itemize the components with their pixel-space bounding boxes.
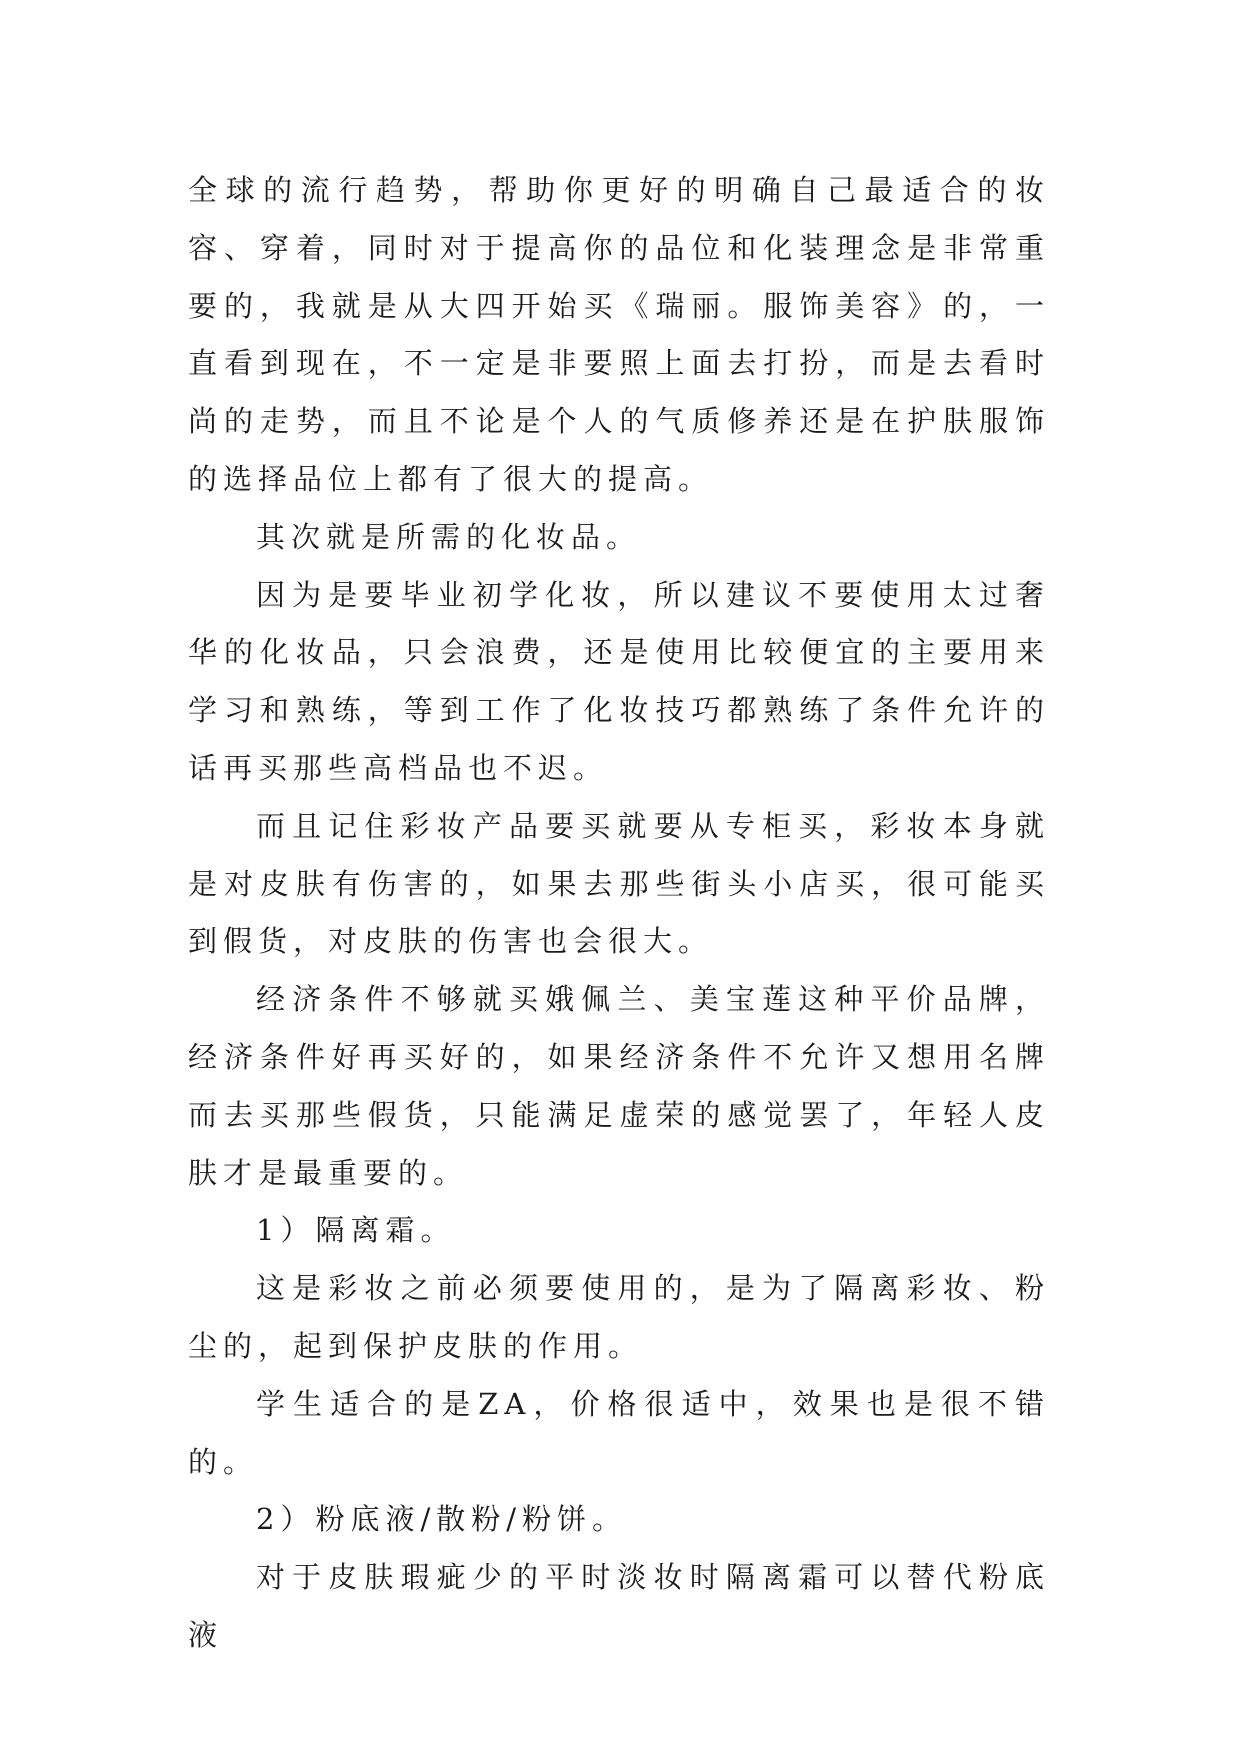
section-heading-primer: 1）隔离霜。 <box>256 1213 456 1248</box>
paragraph-primer-recommendation: 学生适合的是ZA，价格很适中，效果也是很不错的。 <box>188 1386 1050 1479</box>
paragraph-cosmetics-needed: 其次就是所需的化妆品。 <box>256 519 642 554</box>
paragraph-budget-brands: 经济条件不够就买娥佩兰、美宝莲这种平价品牌，经济条件好再买好的，如果经济条件不允许又想用名牌而去买那些假货，只能满足虚荣的感觉罢了，年轻人皮肤才是最重要的。 <box>188 982 1050 1190</box>
paragraph-foundation-note: 对于皮肤瑕疵少的平时淡妆时隔离霜可以替代粉底液 <box>188 1560 1050 1652</box>
paragraph-beginner-advice: 因为是要毕业初学化妆，所以建议不要使用太过奢华的化妆品，只会浪费，还是使用比较便宜的主要用来学习和熟练，等到工作了化妆技巧都熟练了条件允许的话再买那些高档品也不迟。 <box>188 577 1050 785</box>
paragraph-buy-at-counter: 而且记住彩妆产品要买就要从专柜买，彩妆本身就是对皮肤有伤害的，如果去那些街头小店买，很可能买到假货，对皮肤的伤害也会很大。 <box>188 808 1050 959</box>
section-heading-foundation: 2）粉底液/散粉/粉饼。 <box>256 1502 627 1537</box>
paragraph-trend-intro: 全球的流行趋势，帮助你更好的明确自己最适合的妆容、穿着，同时对于提高你的品位和化装理念是非常重要的，我就是从大四开始买《瑞丽。服饰美容》的，一直看到现在，不一定是非要照上面去打扮，而是去看时尚的走势，而且不论是个人的气质修养还是在护肤服饰的选择品位上都有了很大的提高。 <box>188 173 1050 496</box>
paragraph-primer-purpose: 这是彩妆之前必须要使用的，是为了隔离彩妆、粉尘的，起到保护皮肤的作用。 <box>188 1271 1050 1363</box>
document-body <box>188 162 1050 1665</box>
